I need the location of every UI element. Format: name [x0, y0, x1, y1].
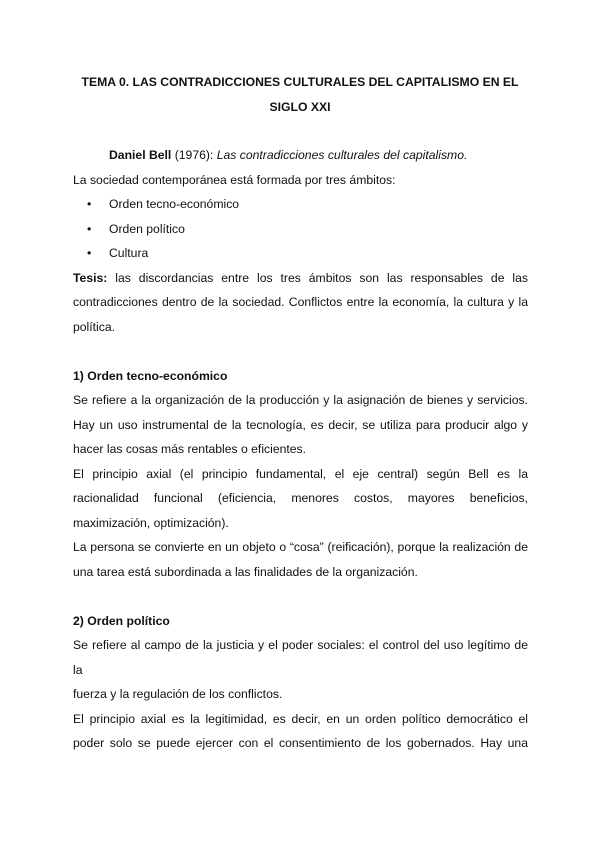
- document-body: [73, 143, 528, 756]
- reference-year: (1976):: [174, 148, 214, 162]
- list-item: • Orden político: [73, 217, 528, 242]
- text-line: racionalidad funcional (eficiencia, menores costos, mayores beneficios,: [73, 491, 528, 505]
- section-2-paragraph-2: [73, 707, 528, 756]
- text-line: El principio axial es la legitimidad, es decir, en un orden político democrático el: [73, 711, 528, 726]
- title-line-2: SIGLO XXI: [269, 100, 331, 114]
- spacer: [73, 584, 528, 609]
- reference-author: Daniel Bell: [109, 148, 172, 162]
- text-line: fuerza y la regulación de los conflictos.: [73, 687, 283, 701]
- tesis-label: Tesis:: [73, 270, 108, 285]
- list-item: • Orden tecno-económico: [73, 192, 528, 217]
- spheres-list: [73, 192, 528, 266]
- list-item: • Cultura: [73, 241, 528, 266]
- section-1-paragraph-1: [73, 388, 528, 462]
- title-line-1: TEMA 0. LAS CONTRADICCIONES CULTURALES DEL CAPITALISMO EN EL: [81, 75, 519, 89]
- tesis-text-line-3: política.: [73, 319, 116, 334]
- section-2-paragraph-1: [73, 633, 528, 707]
- tesis-text-line-1: las discordancias entre los tres ámbitos son las responsables de las: [115, 270, 529, 285]
- spacer: [73, 339, 528, 364]
- reference-line: [73, 143, 528, 168]
- intro-text: La sociedad contemporánea está formada por tres ámbitos:: [73, 172, 396, 187]
- text-line: La persona se convierte en un objeto o “cosa” (reificación), porque la realización de: [73, 540, 528, 554]
- section-1-paragraph-3: [73, 535, 528, 584]
- document-title: [60, 70, 540, 120]
- section-1-paragraph-2: [73, 462, 528, 536]
- section-2-heading: 2) Orden político: [73, 613, 170, 628]
- text-line: hacer las cosas más rentables o eficientes.: [73, 442, 307, 456]
- text-line: Se refiere a la organización de la producción y la asignación de bienes y servicios.: [73, 393, 528, 407]
- text-line: maximización, optimización).: [73, 515, 229, 530]
- reference-work: Las contradicciones culturales del capitalismo.: [216, 148, 468, 162]
- section-1-heading: 1) Orden tecno-económico: [73, 368, 228, 383]
- text-line: El principio axial (el principio fundamental, el eje central) según Bell es la: [73, 466, 528, 481]
- text-line: Se refiere al campo de la justicia y el poder sociales: el control del uso legítimo de la: [73, 638, 528, 677]
- tesis-paragraph: [73, 266, 528, 340]
- tesis-text-line-2: contradicciones dentro de la sociedad. Conflictos entre la economía, la cultura y la: [73, 295, 528, 309]
- text-line: poder solo se puede ejercer con el consentimiento de los gobernados. Hay una: [73, 736, 528, 750]
- text-line: una tarea está subordinada a las finalidades de la organización.: [73, 564, 418, 579]
- text-line: Hay un uso instrumental de la tecnología, es decir, se utiliza para producir algo y: [73, 417, 528, 432]
